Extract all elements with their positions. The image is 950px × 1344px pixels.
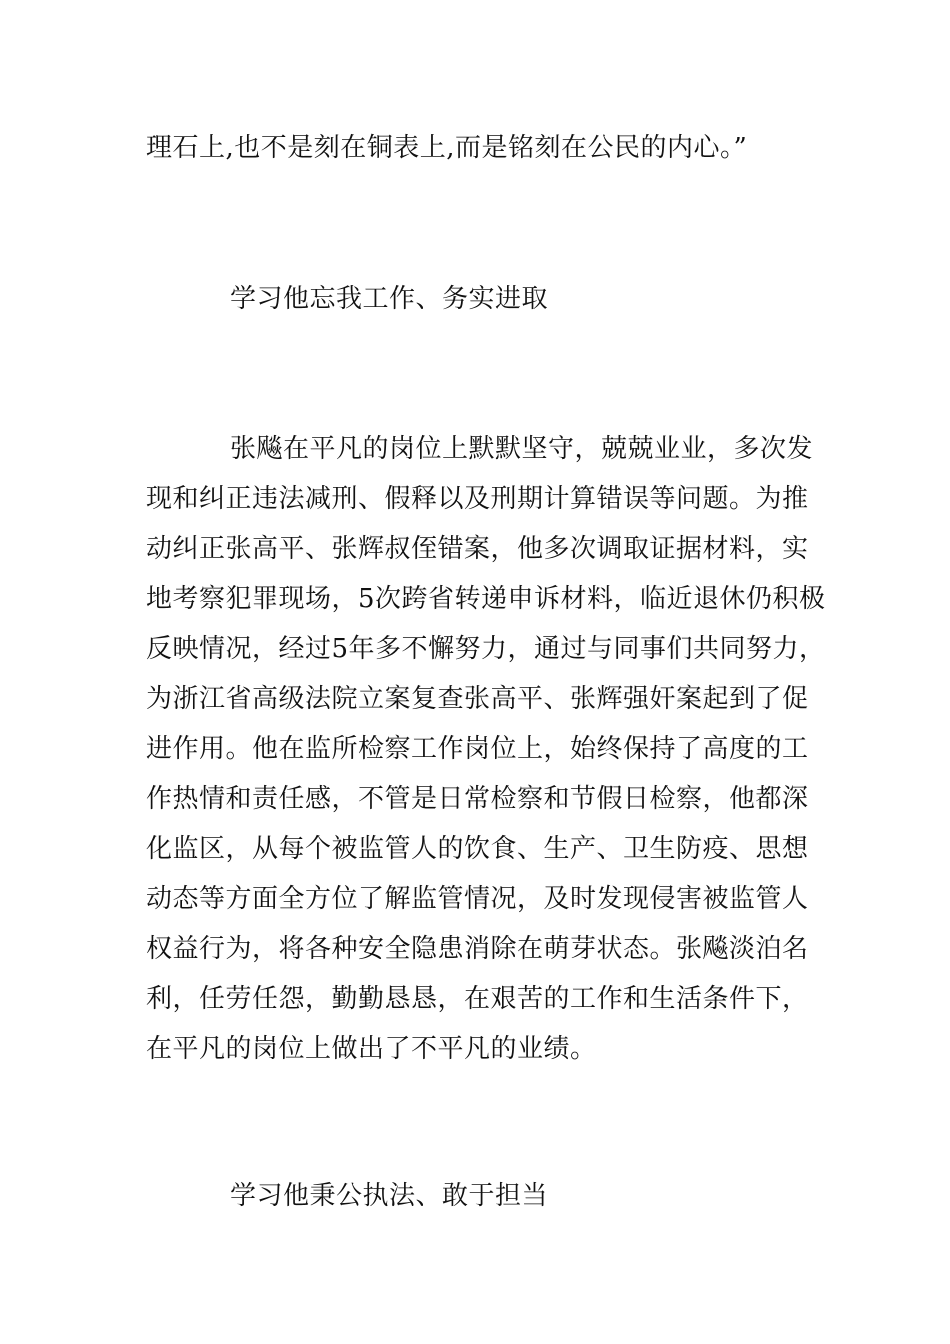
continued-quote-line: 理石上,也不是刻在铜表上,而是铭刻在公民的内心。” (146, 133, 748, 163)
paragraph-line: 作热情和责任感，不管是日常检察和节假日检察，他都深 (146, 784, 809, 814)
section-heading-1: 学习他忘我工作、务实进取 (230, 284, 549, 314)
section-heading-2: 学习他秉公执法、敢于担当 (230, 1181, 549, 1211)
paragraph-line: 动纠正张高平、张辉叔侄错案，他多次调取证据材料，实 (146, 534, 809, 564)
paragraph-line: 现和纠正违法减刑、假释以及刑期计算错误等问题。为推 (146, 484, 809, 514)
paragraph-line: 动态等方面全方位了解监管情况，及时发现侵害被监管人 (146, 884, 809, 914)
paragraph-line: 在平凡的岗位上做出了不平凡的业绩。 (146, 1034, 597, 1064)
paragraph-line: 张飚在平凡的岗位上默默坚守，兢兢业业，多次发 (230, 434, 814, 464)
paragraph-line: 地考察犯罪现场，5次跨省转递申诉材料，临近退休仍积极 (146, 584, 826, 614)
paragraph-line: 为浙江省高级法院立案复查张高平、张辉强奸案起到了促 (146, 684, 809, 714)
paragraph-line: 反映情况，经过5年多不懈努力，通过与同事们共同努力， (146, 634, 826, 664)
paragraph-line: 权益行为，将各种安全隐患消除在萌芽状态。张飚淡泊名 (146, 934, 809, 964)
paragraph-line: 利，任劳任怨，勤勤恳恳，在艰苦的工作和生活条件下， (146, 984, 809, 1014)
paragraph-line: 进作用。他在监所检察工作岗位上，始终保持了高度的工 (146, 734, 809, 764)
paragraph-line: 化监区，从每个被监管人的饮食、生产、卫生防疫、思想 (146, 834, 809, 864)
